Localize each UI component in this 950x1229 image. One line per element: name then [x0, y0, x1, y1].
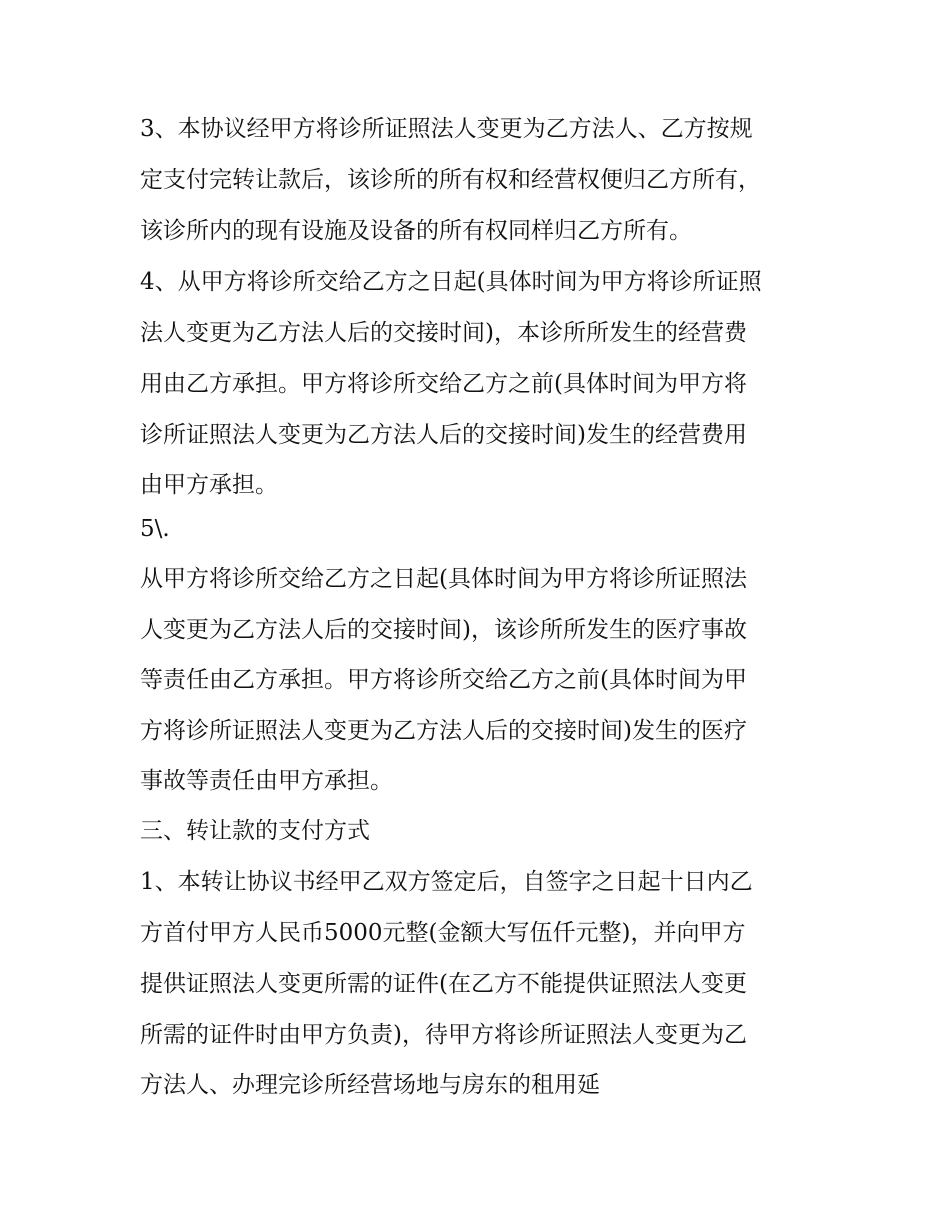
text-line: 诊所证照法人变更为乙方法人后的交接时间)发生的经营费用 [140, 422, 747, 448]
text-line: 法人变更为乙方法人后的交接时间)，本诊所所发生的经营费 [140, 320, 747, 346]
text-line: 从甲方将诊所交给乙方之日起(具体时间为甲方将诊所证照法 [140, 566, 747, 592]
text-line: 该诊所内的现有设施及设备的所有权同样归乙方所有。 [140, 218, 692, 244]
text-line: 5\. [140, 516, 170, 542]
text-line: 等责任由乙方承担。甲方将诊所交给乙方之前(具体时间为甲 [140, 667, 747, 693]
text-line: 用由乙方承担。甲方将诊所交给乙方之前(具体时间为甲方将 [140, 371, 747, 397]
section-heading: 三、转让款的支付方式 [140, 818, 370, 844]
text-line: 定支付完转让款后，该诊所的所有权和经营权便归乙方所有， [140, 167, 761, 193]
text-line: 方首付甲方人民币5000元整(金额大写伍仟元整)，并向甲方 [140, 920, 746, 946]
text-line: 方法人、办理完诊所经营场地与房东的租用延 [140, 1072, 600, 1098]
text-line: 提供证照法人变更所需的证件(在乙方不能提供证照法人变更 [140, 971, 747, 997]
text-line: 所需的证件时由甲方负责)，待甲方将诊所证照法人变更为乙 [140, 1022, 747, 1048]
text-line: 4、从甲方将诊所交给乙方之日起(具体时间为甲方将诊所证照 [140, 269, 762, 295]
text-line: 1、本转让协议书经甲乙双方签定后，自签字之日起十日内乙 [140, 869, 753, 895]
text-line: 方将诊所证照法人变更为乙方法人后的交接时间)发生的医疗 [140, 718, 747, 744]
text-line: 3、本协议经甲方将诊所证照法人变更为乙方法人、乙方按规 [140, 116, 753, 142]
text-line: 人变更为乙方法人后的交接时间)，该诊所所发生的医疗事故 [140, 617, 747, 643]
text-line: 事故等责任由甲方承担。 [140, 768, 393, 794]
text-line: 由甲方承担。 [140, 472, 278, 498]
